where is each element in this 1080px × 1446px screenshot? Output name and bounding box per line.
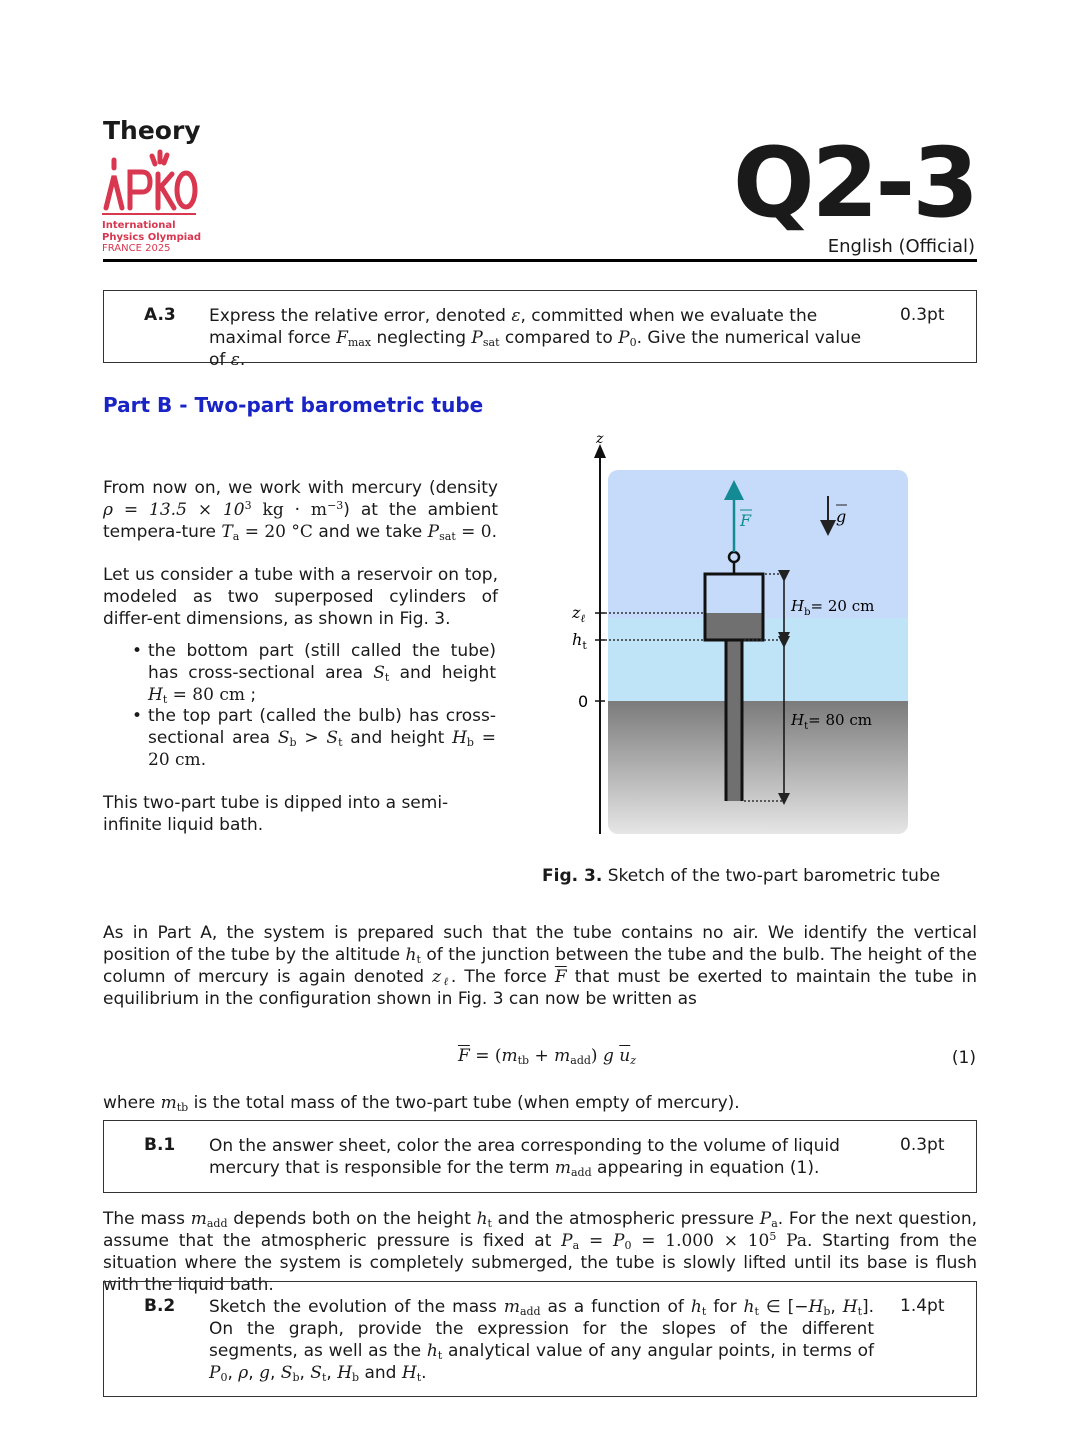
ht-dimension-label: $H_t= 80$ cm bbox=[791, 711, 872, 732]
logo-line-2: Physics Olympiad bbox=[102, 231, 202, 243]
ht-label: $h_t$ bbox=[572, 630, 587, 652]
question-points: 0.3pt bbox=[900, 1135, 945, 1155]
question-box-b2 bbox=[103, 1281, 977, 1397]
zero-label: 0 bbox=[578, 692, 589, 711]
logo-text bbox=[102, 220, 201, 255]
header-divider bbox=[103, 259, 977, 262]
paragraph-bath: This two-part tube is dipped into a semi-infinite liquid bath. bbox=[103, 793, 449, 835]
equation-1: $\overline{F} = (m_{tb} + m_{add})$ g $\overline{u}_z$ bbox=[458, 1046, 637, 1067]
question-id: B.1 bbox=[144, 1135, 176, 1155]
language-label: English (Official) bbox=[827, 236, 975, 257]
question-points: 1.4pt bbox=[900, 1296, 945, 1316]
question-text: On the answer sheet, color the area corresponding to the volume of liquid mercury that is responsible for the term $m_{add}$ appearing in equation (1). bbox=[209, 1136, 840, 1179]
ipho-logo-icon bbox=[100, 148, 200, 218]
paragraph-setup: As in Part A, the system is prepared such that the tube contains no air. We identify the vertical position of the tube by the altitude $h_t$ of the junction between the tube and the bulb. The height of the column of mercury is again denoted $z_\ell$. The force $\overline{F}$ that must be exerted to maintain the tube in equilibrium in the configuration shown in Fig. 3 can now be written as bbox=[103, 923, 977, 1009]
hb-dimension-label: $H_b= 20$ cm bbox=[791, 597, 875, 618]
question-text: Express the relative error, denoted ε, committed when we evaluate the maximal force $F_{max}$ neglecting $P_{sat}$ compared to $P_0$. Give the numerical value of ε. bbox=[209, 306, 862, 370]
equation-number: (1) bbox=[951, 1048, 976, 1068]
paragraph-mtb: where $m_{tb}$ is the total mass of the two-part tube (when empty of mercury). bbox=[103, 1093, 740, 1114]
part-b-title: Part B - Two-part barometric tube bbox=[103, 393, 484, 417]
logo-line-3: FRANCE 2025 bbox=[102, 243, 171, 254]
list-item-bottom: • the bottom part (still called the tube) has cross-sectional area $S_t$ and height $H_t = 80$ cm ; bbox=[148, 640, 496, 706]
question-id: B.2 bbox=[144, 1296, 176, 1316]
paragraph-intro: From now on, we work with mercury (density $\rho = 13.5 \times 10^3$ kg · $m^{-3}$) at the ambient tempera-ture $T_a = 20$ °C and we take $P_{sat} = 0$. bbox=[103, 478, 499, 543]
question-number: Q2-3 bbox=[732, 127, 976, 239]
section-title: Theory bbox=[103, 116, 201, 145]
paragraph-madd: The mass $m_{add}$ depends both on the height $h_t$ and the atmospheric pressure $P_a$. For the next question, assume that the atmospheric pressure is fixed at $P_a = P_0 = 1.000 \times 10^5$ Pa. Starting from the situation where the system is completely submerged, the tube is slowly lifted until its base is flush with the liquid bath. bbox=[103, 1209, 977, 1295]
gravity-label: g bbox=[836, 507, 847, 526]
question-box-a3 bbox=[103, 290, 977, 370]
list-item-top: • the top part (called the bulb) has cross-sectional area $S_b > S_t$ and height $H_b = 20$ cm. bbox=[148, 705, 496, 771]
force-label: F bbox=[740, 511, 752, 530]
question-id: A.3 bbox=[144, 305, 176, 325]
paragraph-tube: Let us consider a tube with a reservoir on top, modeled as two superposed cylinders of differ-ent dimensions, as shown in Fig. 3. bbox=[103, 565, 498, 629]
question-box-b1 bbox=[103, 1120, 977, 1193]
zl-label: $z_\ell$ bbox=[572, 603, 586, 625]
question-points: 0.3pt bbox=[900, 305, 945, 325]
barometric-tube-figure bbox=[560, 428, 920, 858]
logo-line-1: International bbox=[102, 220, 176, 231]
z-axis-label: z bbox=[596, 431, 604, 447]
question-text: Sketch the evolution of the mass $m_{add}$ as a function of $h_t$ for $h_t$ ∈ [$-H_b$, $H_t$]. On the graph, provide the expression for the slopes of the different segments, as well as the $h_t$ analytical value of any angular points, in terms of $P_0$, ρ, g, $S_b$, $S_t$, $H_b$ and $H_t$. bbox=[209, 1297, 875, 1384]
figure-caption: Fig. 3. Sketch of the two-part barometric tube bbox=[542, 866, 941, 886]
